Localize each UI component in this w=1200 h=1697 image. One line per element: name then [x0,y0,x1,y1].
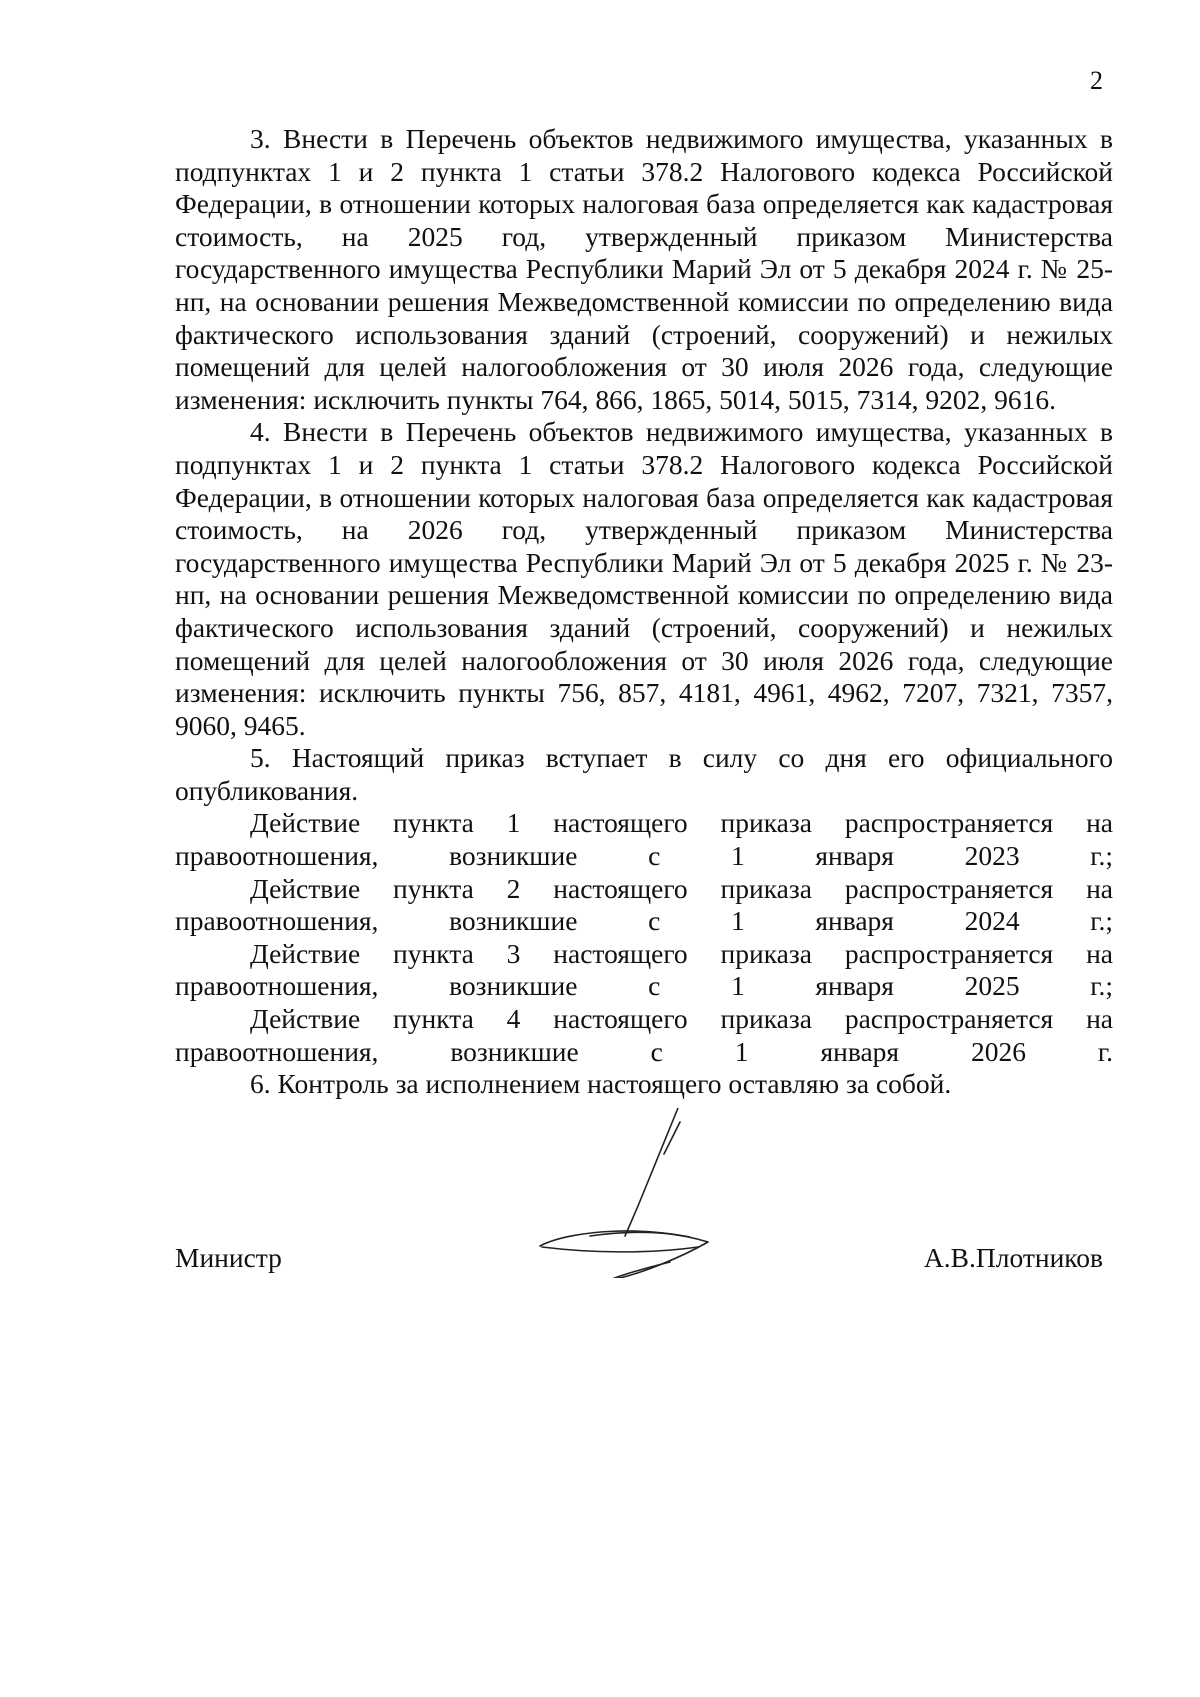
paragraph-effect-clause-3: Действие пункта 3 настоящего приказа распространяется на правоотношения, возникшие с 1 января 2025 г.; [175,937,1113,1002]
handwritten-signature [530,1108,730,1278]
paragraph-item-3: 3. Внести в Перечень объектов недвижимого имущества, указанных в подпунктах 1 и 2 пункта 1 статьи 378.2 Налогового кодекса Российской Федерации, в отношении которых налоговая база определяется как кадастровая стоимость, на 2025 год, утвержденный приказом Министерства государственного имущества Республики Марий Эл от 5 декабря 2024 г. № 25-нп, на основании решения Межведомственной комиссии по определению вида фактического использования зданий (строений, сооружений) и нежилых помещений для целей налогообложения от 30 июля 2026 года, следующие изменения: исключить пункты 764, 866, 1865, 5014, 5015, 7314, 9202, 9616. [175,123,1113,415]
page-number: 2 [1090,66,1103,95]
signature-block [175,1108,1103,1278]
paragraph-item-4: 4. Внести в Перечень объектов недвижимого имущества, указанных в подпунктах 1 и 2 пункта 1 статьи 378.2 Налогового кодекса Российской Федерации, в отношении которых налоговая база определяется как кадастровая стоимость, на 2026 год, утвержденный приказом Министерства государственного имущества Республики Марий Эл от 5 декабря 2025 г. № 23-нп, на основании решения Межведомственной комиссии по определению вида фактического использования зданий (строений, сооружений) и нежилых помещений для целей налогообложения от 30 июля 2026 года, следующие изменения: исключить пункты 756, 857, 4181, 4961, 4962, 7207, 7321, 7357, 9060, 9465. [175,416,1113,741]
document-body [175,123,1113,1101]
signer-name: А.В.Плотников [923,1242,1103,1273]
paragraph-effect-clause-4: Действие пункта 4 настоящего приказа распространяется на правоотношения, возникшие с 1 января 2026 г. [175,1003,1113,1067]
paragraph-effect-clause-1: Действие пункта 1 настоящего приказа распространяется на правоотношения, возникшие с 1 января 2023 г.; [175,807,1113,872]
signer-position: Министр [175,1242,282,1273]
paragraph-item-6: 6. Контроль за исполнением настоящего оставляю за собой. [250,1068,952,1100]
paragraph-effect-clause-2: Действие пункта 2 настоящего приказа распространяется на правоотношения, возникшие с 1 января 2024 г.; [175,872,1113,937]
paragraph-item-5: 5. Настоящий приказ вступает в силу со дня его официального опубликования. [175,742,1113,806]
